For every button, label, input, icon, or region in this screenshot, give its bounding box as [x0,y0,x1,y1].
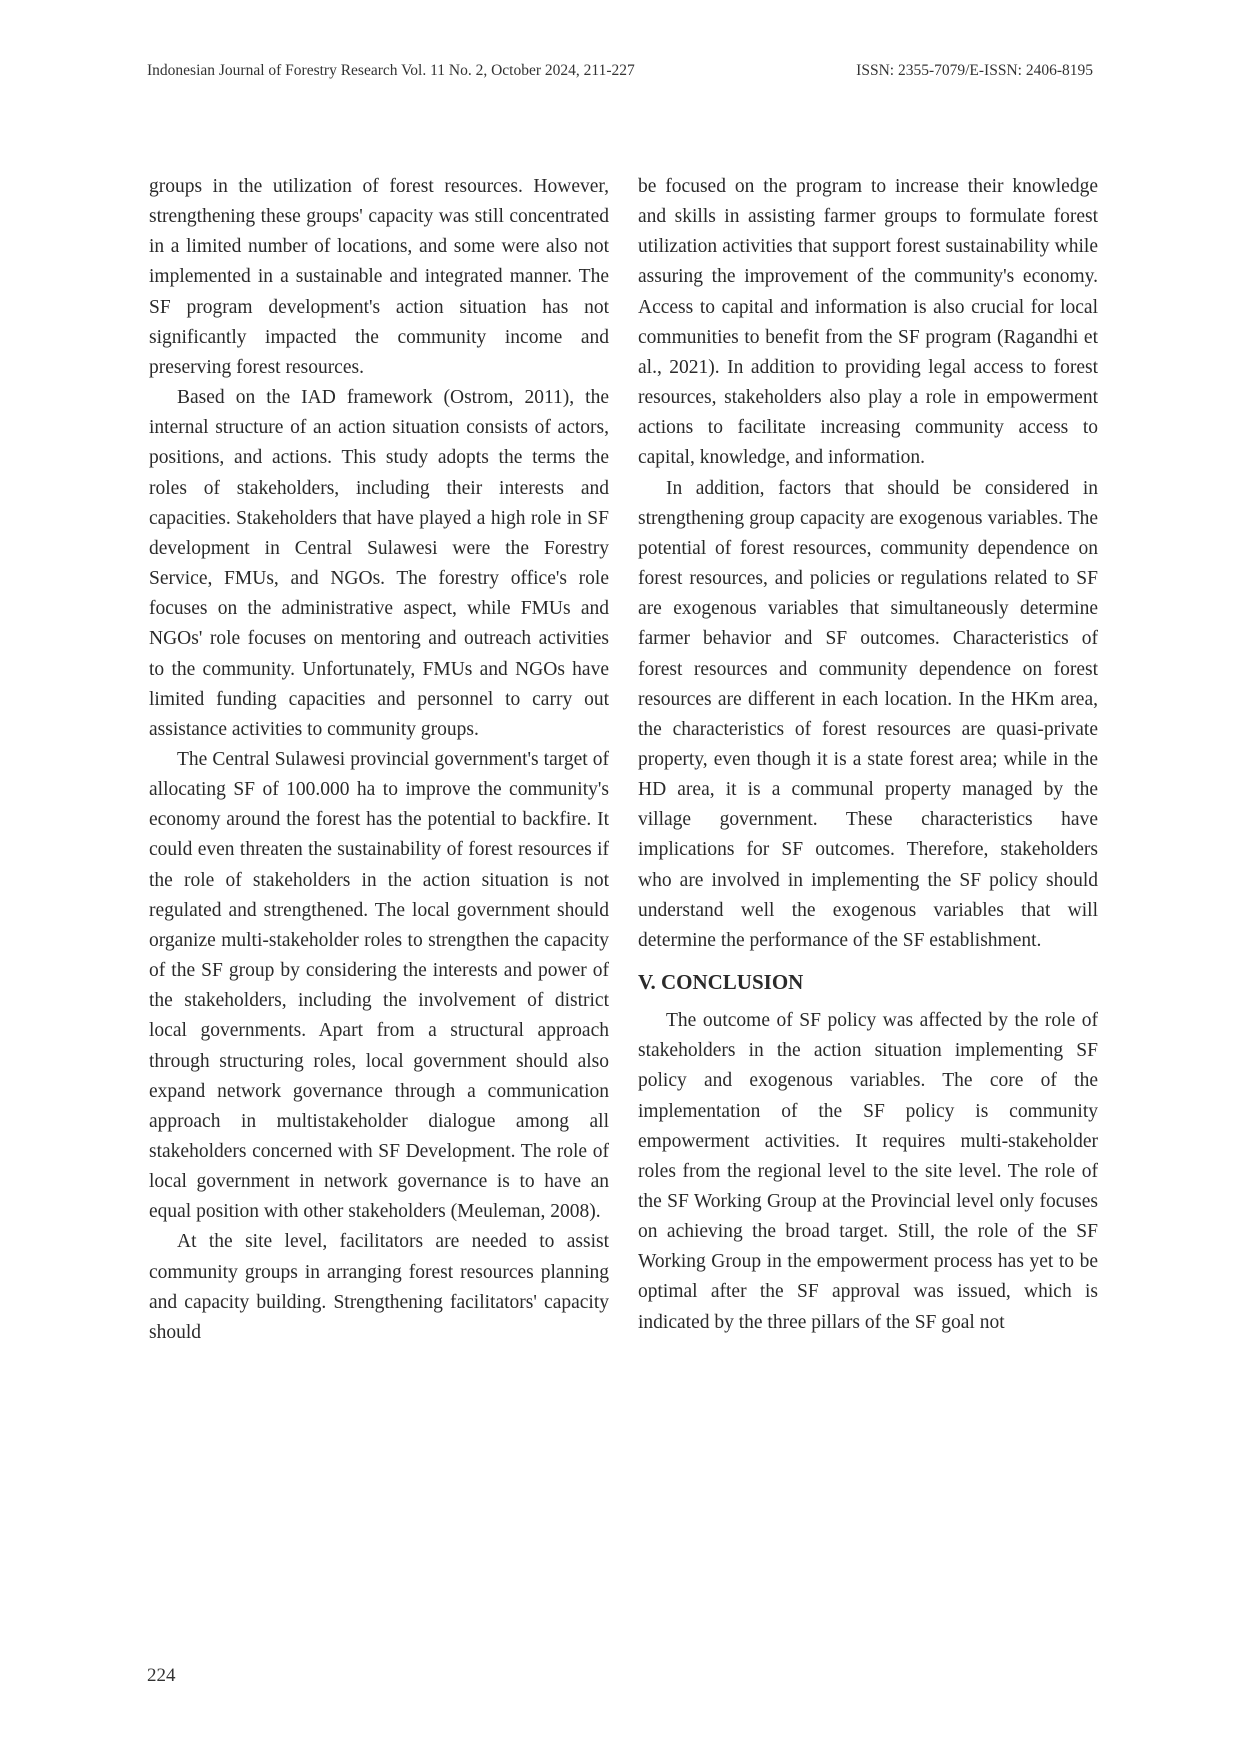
left-paragraph-2: Based on the IAD framework (Ostrom, 2011), the internal structure of an action situation consists of actors, positions, and actions. This study adopts the terms the roles of stakeholders, including their interests and capacities. Stakeholders that have played a high role in SF development in Central Sulawesi were the Forestry Service, FMUs, and NGOs. The forestry office's role focuses on the administrative aspect, while FMUs and NGOs' role focuses on mentoring and outreach activities to the community. Unfortunately, FMUs and NGOs have limited funding capacities and personnel to carry out assistance activities to community groups. [149,387,609,740]
section-heading-conclusion: V. CONCLUSION [638,970,804,995]
right-column [638,172,1098,1338]
right-paragraph-3: The outcome of SF policy was affected by the role of stakeholders in the action situation implementing SF policy and exogenous variables. The core of the implementation of the SF policy is community empowerment activities. It requires multi-stakeholder roles from the regional level to the site level. The role of the SF Working Group at the Provincial level only focuses on achieving the broad target. Still, the role of the SF Working Group in the empowerment process has yet to be optimal after the SF approval was issued, which is indicated by the three pillars of the SF goal not [638,1010,1098,1333]
page-number: 224 [147,1665,176,1686]
left-paragraph-3: The Central Sulawesi provincial government's target of allocating SF of 100.000 ha to improve the community's economy around the forest has the potential to backfire. It could even threaten the sustainability of forest resources if the role of stakeholders in the action situation is not regulated and strengthened. The local government should organize multi-stakeholder roles to strengthen the capacity of the SF group by considering the interests and power of the stakeholders, including the involvement of district local governments. Apart from a structural approach through structuring roles, local government should also expand network governance through a communication approach in multistakeholder dialogue among all stakeholders concerned with SF Development. The role of local government in network governance is to have an equal position with other stakeholders (Meuleman, 2008). [149,748,609,1223]
right-paragraph-2: In addition, factors that should be considered in strengthening group capacity are exogenous variables. The potential of forest resources, community dependence on forest resources, and policies or regulations related to SF are exogenous variables that simultaneously determine farmer behavior and SF outcomes. Characteristics of forest resources and community dependence on forest resources are different in each location. In the HKm area, the characteristics of forest resources are quasi-private property, even though it is a state forest area; while in the HD area, it is a communal property managed by the village government. These characteristics have implications for SF outcomes. Therefore, stakeholders who are involved in implementing the SF policy should understand well the exogenous variables that will determine the performance of the SF establishment. [638,477,1098,951]
left-paragraph-4: At the site level, facilitators are needed to assist community groups in arranging forest resources planning and capacity building. Strengthening facilitators' capacity should [149,1231,609,1343]
journal-citation: Indonesian Journal of Forestry Research Vol. 11 No. 2, October 2024, 211-227 [147,62,635,79]
issn-label: ISSN: 2355-7079/E-ISSN: 2406-8195 [856,62,1093,79]
right-paragraph-1: be focused on the program to increase their knowledge and skills in assisting farmer groups to formulate forest utilization activities that support forest sustainability while assuring the improvement of the community's economy. Access to capital and information is also crucial for local communities to benefit from the SF program (Ragandhi et al., 2021). In addition to providing legal access to forest resources, stakeholders also play a role in empowerment actions to facilitate increasing community access to capital, knowledge, and information. [638,176,1098,469]
left-column [149,172,609,1348]
left-paragraph-1: groups in the utilization of forest resources. However, strengthening these groups' capacity was still concentrated in a limited number of locations, and some were also not implemented in a sustainable and integrated manner. The SF program development's action situation has not significantly impacted the community income and preserving forest resources. [149,176,609,378]
